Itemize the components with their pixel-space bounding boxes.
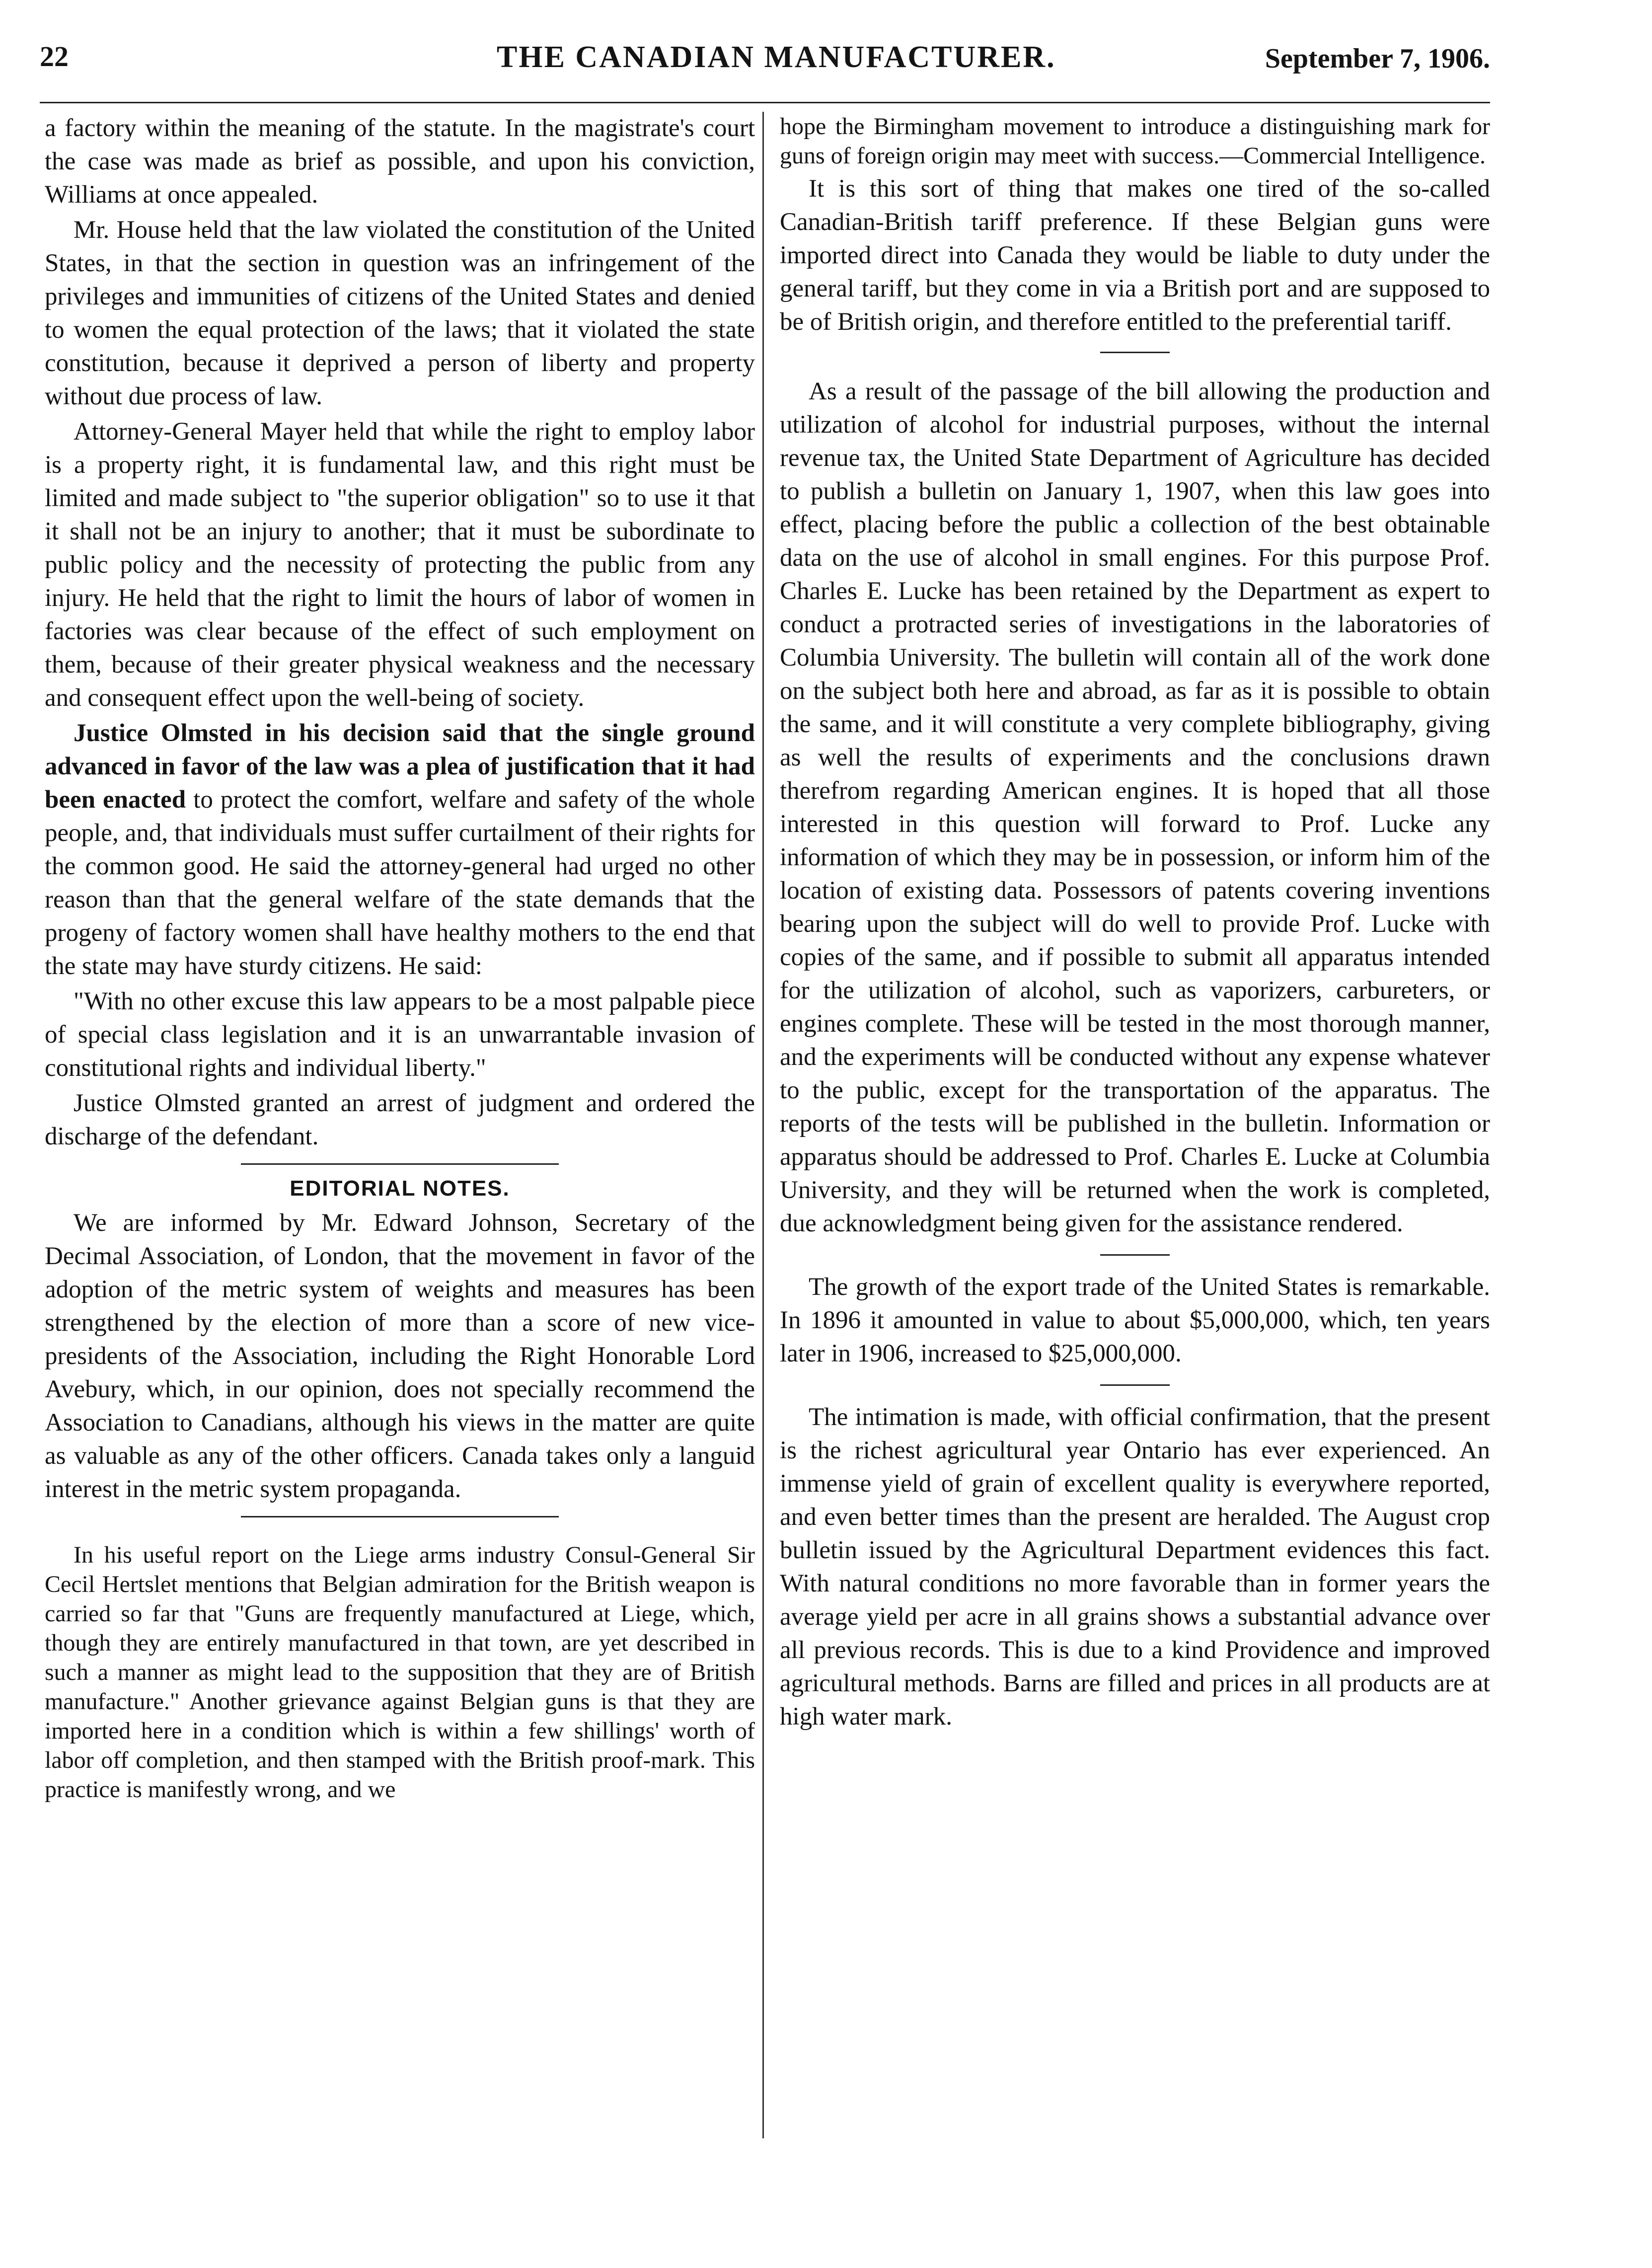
separator-rule bbox=[1100, 352, 1170, 353]
column-divider bbox=[762, 112, 764, 2138]
paragraph-alcohol-bulletin: As a result of the passage of the bill allowing the production and utilization of alcohol for industrial purposes, without the internal revenue tax, the United State Department of Agriculture has decided to publish a bulletin on January 1, 1907, when this law goes into effect, placing before the public a collection of the best obtainable data on the use of alcohol in small engines. For this purpose Prof. Charles E. Lucke has been retained by the Department as expert to conduct a protracted series of investigations in the laboratories of Columbia University. The bulletin will contain all of the work done on the subject both here and abroad, as far as it is possible to obtain the same, and it will constitute a very complete bibliography, giving as well the results of experiments and the conclusions drawn therefrom regarding American engines. It is hoped that all those interested in this question will forward to Prof. Lucke any information of which they may be in possession, or inform him of the location of existing data. Possessors of patents covering inventions bearing upon the subject will do well to provide Prof. Lucke with copies of the same, and if possible to submit all apparatus intended for the utilization of alcohol, such as vaporizers, carbureters, or engines complete. These will be tested in the most thorough manner, and the experiments will be conducted without any expense whatever to the public, except for the transportation of the apparatus. The reports of the tests will be published in the bulletin. Information or apparatus should be addressed to Prof. Charles E. Lucke at Columbia University, and they will be returned when the work is completed, due acknowledgment being given for the assistance rendered. bbox=[780, 378, 1490, 1237]
header-rule bbox=[40, 102, 1490, 103]
paragraph-liege-arms: In his useful report on the Liege arms industry Consul-General Sir Cecil Hertslet mentions that Belgian admiration for the British weapon is carried so far that "Guns are frequently manufactured at Liege, which, though they are entirely manufactured in that town, are yet described in such a manner as might lead to the supposition that they are of British manufacture." Another grievance against Belgian guns is that they are imported here in a condition which is within a few shillings' worth of labor off completion, and then stamped with the British proof-mark. This practice is manifestly wrong, and we bbox=[45, 1542, 755, 1803]
paragraph-olmsted-decision bbox=[45, 717, 755, 983]
separator-rule bbox=[1100, 1384, 1170, 1386]
paragraph-mayer-argument: Attorney-General Mayer held that while the right to employ labor is a property right, it is fundamental law, and this right must be limited and made subject to "the superior obligation" so to use it that it shall not be an injury to another; that it must be subordinate to public policy and the necessity of protecting the public from any injury. He held that the right to limit the hours of labor of women in factories was clear because of the effect of such employment on them, because of their greater physical weakness and the necessary and consequent effect upon the well-being of society. bbox=[45, 418, 755, 712]
paragraph-appeal: a factory within the meaning of the statute. In the magistrate's court the case was made as brief as possible, and upon his conviction, Williams at once appealed. bbox=[45, 114, 755, 209]
journal-title: THE CANADIAN MANUFACTURER. bbox=[497, 40, 1056, 74]
paragraph-birmingham: hope the Birmingham movement to introduce a distinguishing mark for guns of foreign origin may meet with success.—Commercial Intelligence. bbox=[780, 113, 1490, 169]
decision-emphasis: Justice Olmsted in his decision said that the single ground advanced in favor of the law was a plea of justification that it had been enacted bbox=[45, 719, 755, 814]
paragraph-tariff-preference: It is this sort of thing that makes one tired of the so-called Canadian-British tariff preference. If these Belgian guns were imported direct into Canada they would be liable to duty under the general tariff, but they come in via a British port and are supposed to be of British origin, and therefore entitled to the preferential tariff. bbox=[780, 175, 1490, 336]
separator-rule bbox=[1100, 1254, 1170, 1256]
paragraph-export-trade: The growth of the export trade of the United States is remarkable. In 1896 it amounted in value to about $5,000,000, which, ten years later in 1906, increased to $25,000,000. bbox=[780, 1273, 1490, 1367]
page-header bbox=[40, 30, 1490, 84]
left-column bbox=[45, 112, 755, 1806]
paragraph-ontario-harvest: The intimation is made, with official confirmation, that the present is the richest agricultural year Ontario has ever experienced. An immense yield of grain of excellent quality is everywhere reported, and even better times than the present are heralded. The August crop bulletin issued by the Agricultural Department evidences this fact. With natural conditions no more favorable than in former years the average yield per acre in all grains shows a substantial advance over all previous records. This is due to a kind Providence and improved agricultural methods. Barns are filled and prices in all products are at high water mark. bbox=[780, 1403, 1490, 1731]
paragraph-judgment: Justice Olmsted granted an arrest of judgment and ordered the discharge of the defendant. bbox=[45, 1089, 755, 1150]
page-number: 22 bbox=[40, 40, 69, 73]
section-rule bbox=[241, 1163, 559, 1165]
decision-text: to protect the comfort, welfare and safety of the whole people, and, that individuals must suffer curtailment of their rights for the common good. He said the attorney-general had urged no other reason than that the general welfare of the state demands that the progeny of factory women shall have healthy mothers to the end that the state may have sturdy citizens. He said: bbox=[45, 786, 755, 980]
section-heading: EDITORIAL NOTES. bbox=[290, 1176, 510, 1201]
right-column bbox=[780, 112, 1490, 1736]
paragraph-quotation: "With no other excuse this law appears to be a most palpable piece of special class legislation and it is an unwarrantable invasion of constitutional rights and individual liberty." bbox=[45, 987, 755, 1082]
paragraph-house-argument: Mr. House held that the law violated the constitution of the United States, in that the section in question was an infringement of the privileges and immunities of citizens of the United States and denied to women the equal protection of the laws; that it violated the state constitution, because it deprived a person of liberty and property without due process of law. bbox=[45, 216, 755, 410]
paragraph-metric-system: We are informed by Mr. Edward Johnson, Secretary of the Decimal Association, of London, that the movement in favor of the adoption of the metric system of weights and measures has been strengthened by the election of more than a score of new vice-presidents of the Association, including the Right Honorable Lord Avebury, which, in our opinion, does not specially recommend the Association to Canadians, although his views in the matter are quite as valuable as any of the other officers. Canada takes only a languid interest in the metric system propaganda. bbox=[45, 1209, 755, 1503]
issue-date: September 7, 1906. bbox=[1265, 43, 1490, 74]
separator-rule bbox=[241, 1516, 559, 1517]
